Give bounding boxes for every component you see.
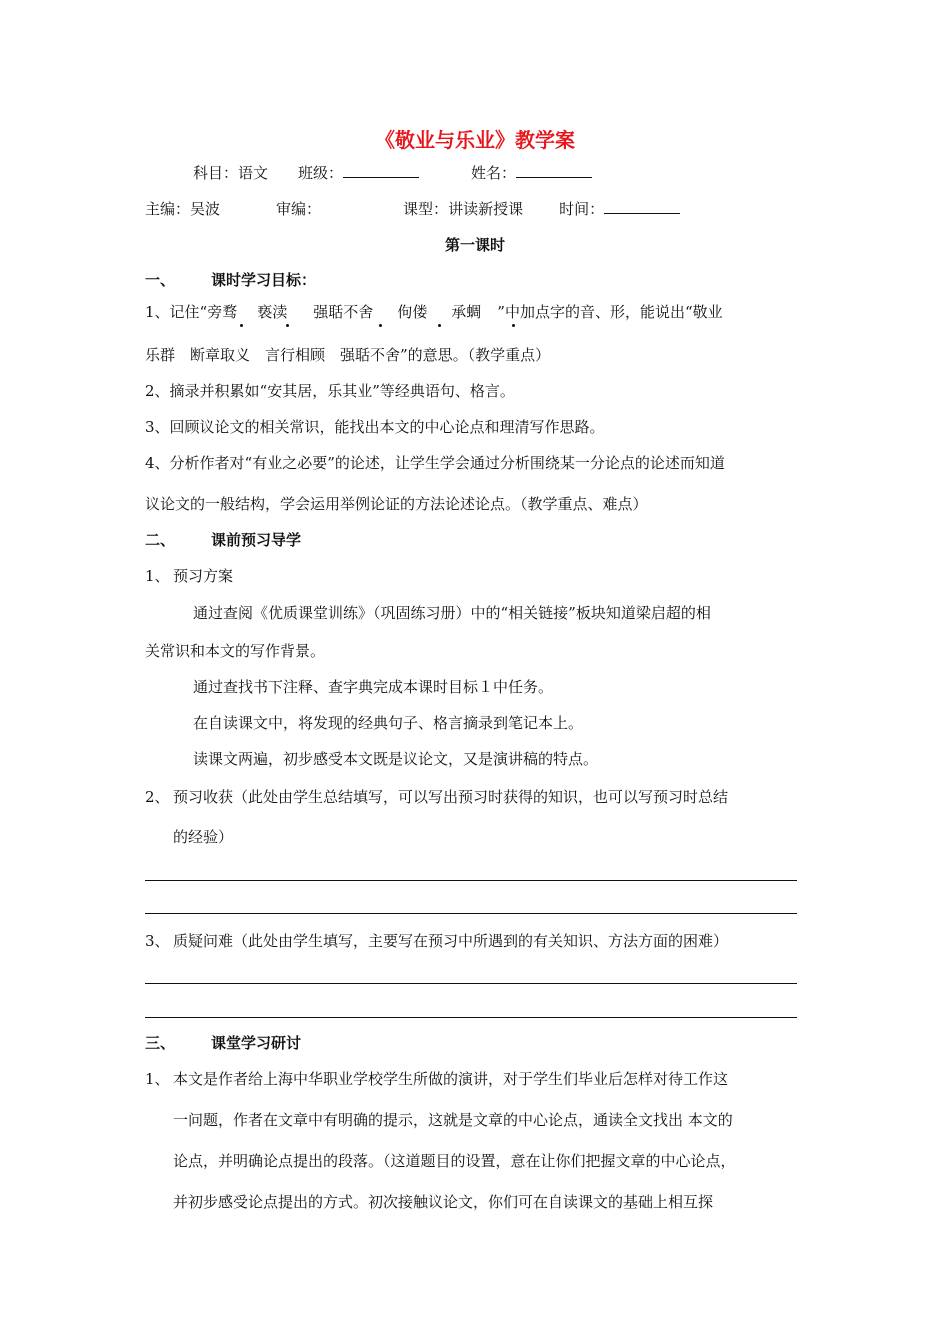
objective-3: 3、回顾议论文的相关常识，能找出本文的中心论点和理清写作思路。 bbox=[145, 418, 605, 436]
word-1: 旁骛 bbox=[207, 303, 238, 321]
objective-1-prefix: 1、记住“ bbox=[145, 303, 208, 321]
preview-gains-line-1: 预习收获（此处由学生总结填写，可以写出预习时获得的知识，也可以写预习时总结 bbox=[173, 788, 729, 806]
questions-number: 3、 bbox=[145, 932, 170, 950]
answer-line[interactable] bbox=[145, 880, 797, 881]
document-title: 《敬业与乐业》教学案 bbox=[375, 128, 575, 152]
preview-plan-p2: 通过查找书下注释、查字典完成本课时目标１中任务。 bbox=[193, 678, 554, 696]
objective-1-suffix: ”中加点字的音、形，能说出“敬业 bbox=[497, 303, 723, 321]
preview-plan-p1-line-2: 关常识和本文的写作背景。 bbox=[145, 642, 326, 660]
subject-value: 语文 bbox=[238, 164, 269, 182]
questions-text: 质疑问难（此处由学生填写，主要写在预习中所遇到的有关知识、方法方面的困难） bbox=[173, 932, 729, 950]
editor-value: 吴波 bbox=[190, 200, 221, 218]
word-4: 佝偻 bbox=[397, 303, 428, 321]
lesson-heading: 第一课时 bbox=[444, 236, 505, 254]
section-3-number: 三、 bbox=[145, 1034, 176, 1052]
discussion-1-line-2: 一问题，作者在文章中有明确的提示，这就是文章的中心论点，通读全文找出 本文的 bbox=[173, 1111, 733, 1129]
objective-1-line-2: 乐群 断章取义 言行相顾 强聒不舍”的意思。（教学重点） bbox=[145, 346, 551, 364]
class-blank[interactable] bbox=[343, 163, 419, 178]
emphasis-dot bbox=[286, 324, 289, 327]
emphasis-dot bbox=[438, 324, 441, 327]
preview-plan-p3: 在自读课文中，将发现的经典句子、格言摘录到笔记本上。 bbox=[193, 714, 584, 732]
emphasis-dot bbox=[240, 324, 243, 327]
class-label: 班级： bbox=[298, 164, 344, 182]
name-blank[interactable] bbox=[516, 163, 592, 178]
meta-line-1 bbox=[193, 163, 592, 183]
answer-line[interactable] bbox=[145, 913, 797, 914]
objective-4-line-2: 议论文的一般结构，学会运用举例论证的方法论述论点。（教学重点、难点） bbox=[145, 495, 648, 513]
section-2-heading: 课前预习导学 bbox=[211, 531, 302, 549]
editor-label: 主编： bbox=[145, 200, 191, 218]
name-label: 姓名： bbox=[471, 164, 517, 182]
reviewer-label: 审编： bbox=[276, 200, 322, 218]
preview-plan-title: 预习方案 bbox=[173, 567, 234, 585]
preview-gains-number: 2、 bbox=[145, 788, 170, 806]
objective-4-line-1: 4、分析作者对“有业之必要”的论述，让学生学会通过分析围绕某一分论点的论述而知道 bbox=[145, 454, 725, 472]
objective-1-line-1 bbox=[145, 302, 723, 322]
type-value: 讲读新授课 bbox=[448, 200, 524, 218]
preview-plan-p4: 读课文两遍，初步感受本文既是议论文，又是演讲稿的特点。 bbox=[193, 750, 599, 768]
preview-plan-number: 1、 bbox=[145, 567, 170, 585]
type-label: 课型： bbox=[403, 200, 449, 218]
answer-line[interactable] bbox=[145, 1017, 797, 1018]
preview-plan-p1-line-1: 通过查阅《优质课堂训练》（巩固练习册）中的“相关链接”板块知道梁启超的相 bbox=[193, 604, 711, 622]
discussion-1-line-3: 论点，并明确论点提出的段落。（这道题目的设置，意在让你们把握文章的中心论点， bbox=[173, 1152, 736, 1170]
answer-line[interactable] bbox=[145, 983, 797, 984]
time-blank[interactable] bbox=[604, 199, 680, 214]
meta-line-2 bbox=[145, 199, 680, 219]
emphasis-dot bbox=[379, 324, 382, 327]
time-label: 时间： bbox=[559, 200, 605, 218]
word-3: 强聒不舍 bbox=[313, 303, 374, 321]
emphasis-dot bbox=[512, 324, 515, 327]
section-3-heading: 课堂学习研讨 bbox=[211, 1034, 302, 1052]
section-2-number: 二、 bbox=[145, 531, 176, 549]
objective-2: 2、摘录并积累如“安其居，乐其业”等经典语句、格言。 bbox=[145, 382, 515, 400]
discussion-1-number: 1、 bbox=[145, 1070, 170, 1088]
discussion-1-line-1: 本文是作者给上海中华职业学校学生所做的演讲，对于学生们毕业后怎样对待工作这 bbox=[173, 1070, 729, 1088]
section-1-heading: 课时学习目标： bbox=[211, 271, 317, 289]
section-1-number: 一、 bbox=[145, 271, 176, 289]
word-2: 亵渎 bbox=[257, 303, 288, 321]
word-5: 承蜩 bbox=[451, 303, 482, 321]
discussion-1-line-4: 并初步感受论点提出的方式。初次接触议论文，你们可在自读课文的基础上相互探 bbox=[173, 1193, 714, 1211]
preview-gains-line-2: 的经验） bbox=[173, 828, 234, 846]
subject-label: 科目： bbox=[193, 164, 239, 182]
